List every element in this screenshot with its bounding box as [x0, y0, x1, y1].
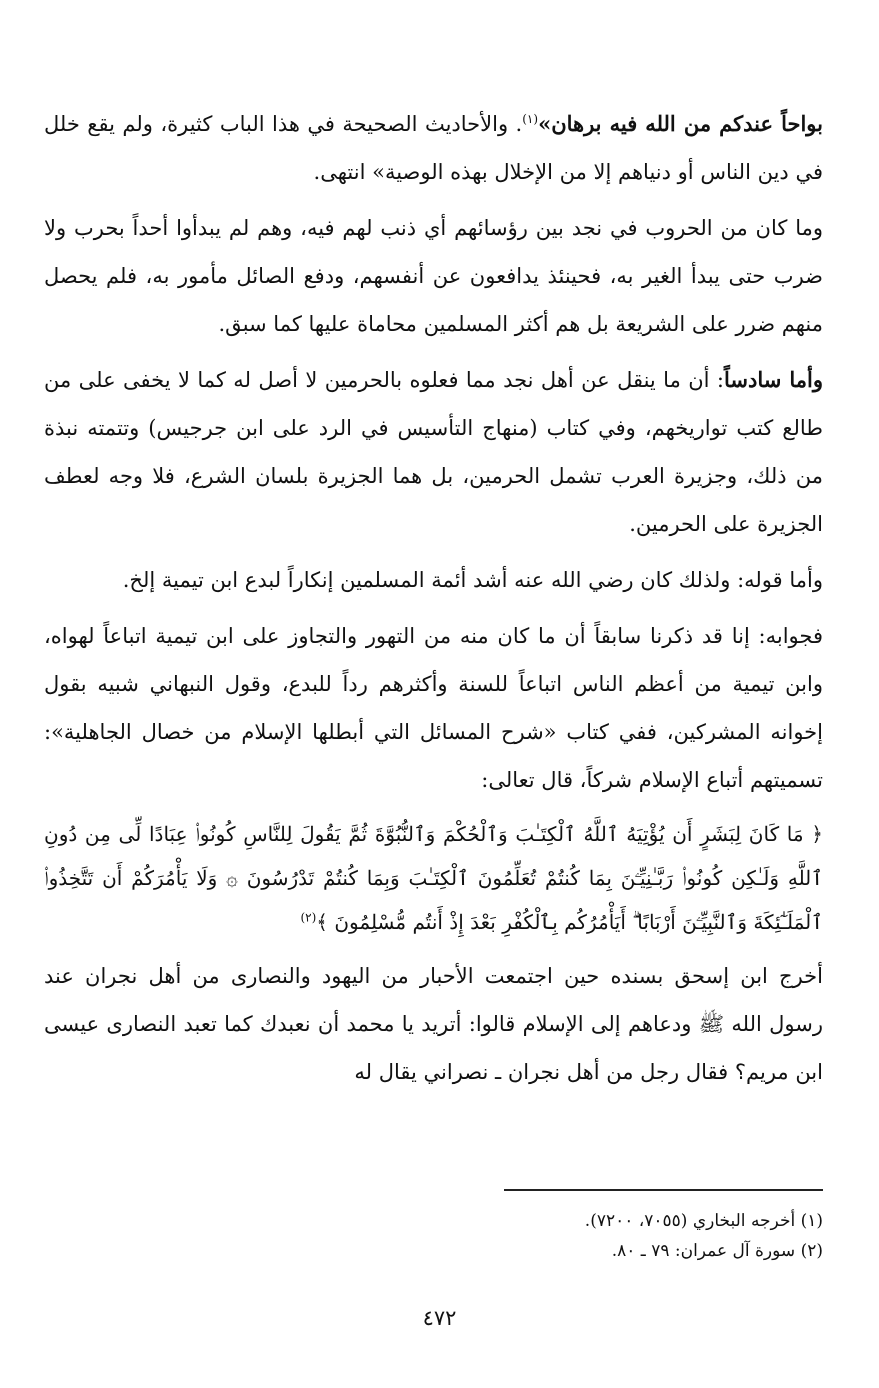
quran-verse	[44, 812, 823, 944]
paragraph-1-bold-lead: بواحاً عندكم من الله فيه برهان»	[538, 111, 823, 136]
footnote-ref-1: (١)	[522, 112, 539, 126]
paragraph-3-bold-lead: وأما سادساً	[723, 367, 823, 392]
footnote-divider	[504, 1189, 823, 1191]
paragraph-6	[44, 952, 823, 1096]
paragraph-5-text: فجوابه: إنا قد ذكرنا سابقاً أن ما كان منه من التهور والتجاوز على ابن تيمية اتباعاً لهواه، وابن تيمية من أعظم الناس اتباعاً للسنة وأكثرهم رداً للبدع، وقول النبهاني شبيه بقول إخوانه المشركين، ففي كتاب «شرح المسائل التي أبطلها الإسلام من خصال الجاهلية»: تسميتهم أتباع الإسلام شركاً، قال تعالى:	[44, 624, 823, 792]
quran-verse-text: ﴿ مَا كَانَ لِبَشَرٍ أَن يُؤْتِيَهُ ٱللَّهُ ٱلْكِتَـٰبَ وَٱلْحُكْمَ وَٱلنُّبُوَّةَ ثُمَّ يَقُولَ لِلنَّاسِ كُونُوا۟ عِبَادًا لِّى مِن دُونِ ٱللَّهِ وَلَـٰكِن كُونُوا۟ رَبَّـٰنِيِّـۧنَ بِمَا كُنتُمْ تُعَلِّمُونَ ٱلْكِتَـٰبَ وَبِمَا كُنتُمْ تَدْرُسُونَ ۞ وَلَا يَأْمُرَكُمْ أَن تَتَّخِذُوا۟ ٱلْمَلَـٰٓئِكَةَ وَٱلنَّبِيِّـۧنَ أَرْبَابًا ۗ أَيَأْمُرُكُم بِٱلْكُفْرِ بَعْدَ إِذْ أَنتُم مُّسْلِمُونَ ﴾	[44, 822, 823, 934]
paragraph-2	[44, 204, 823, 348]
page-number: ٤٧٢	[422, 1306, 457, 1330]
footnote-ref-2: (٢)	[300, 910, 317, 925]
paragraph-1	[44, 100, 823, 196]
footnote-1: (١) أخرجه البخاري (٧٠٥٥، ٧٢٠٠).	[584, 1211, 823, 1231]
footnotes	[44, 1206, 823, 1266]
page-body	[44, 100, 823, 1104]
footnote-2: (٢) سورة آل عمران: ٧٩ ـ ٨٠.	[611, 1241, 823, 1261]
paragraph-4-text: وأما قوله: ولذلك كان رضي الله عنه أشد أئمة المسلمين إنكاراً لبدع ابن تيمية إلخ.	[122, 568, 823, 592]
paragraph-5	[44, 612, 823, 804]
paragraph-6-text: أخرج ابن إسحق بسنده حين اجتمعت الأحبار من اليهود والنصارى من أهل نجران عند رسول الله ﷺ ودعاهم إلى الإسلام قالوا: أتريد يا محمد أن نعبدك كما تعبد النصارى عيسى ابن مريم؟ فقال رجل من أهل نجران ـ نصراني يقال له	[44, 964, 823, 1084]
paragraph-1-text: . والأحاديث الصحيحة في هذا الباب كثيرة، ولم يقع خلل في دين الناس أو دنياهم إلا من الإخلال بهذه الوصية» انتهى.	[44, 112, 823, 184]
paragraph-3-text: : أن ما ينقل عن أهل نجد مما فعلوه بالحرمين لا أصل له كما لا يخفى على من طالع كتب تواريخهم، وفي كتاب (منهاج التأسيس في الرد على ابن جرجيس) وتتمته نبذة من ذلك، وجزيرة العرب تشمل الحرمين، بل هما الجزيرة بلسان الشرع، فلا وجه لعطف الجزيرة على الحرمين.	[44, 368, 823, 536]
paragraph-4	[44, 556, 823, 604]
paragraph-3	[44, 356, 823, 548]
paragraph-2-text: وما كان من الحروب في نجد بين رؤسائهم أي ذنب لهم فيه، وهم لم يبدأوا أحداً بحرب ولا ضرب حتى يبدأ الغير به، فحينئذ يدافعون عن أنفسهم، ودفع الصائل مأمور به، فلم يحصل منهم ضرر على الشريعة بل هم أكثر المسلمين محاماة عليها كما سبق.	[44, 216, 823, 336]
